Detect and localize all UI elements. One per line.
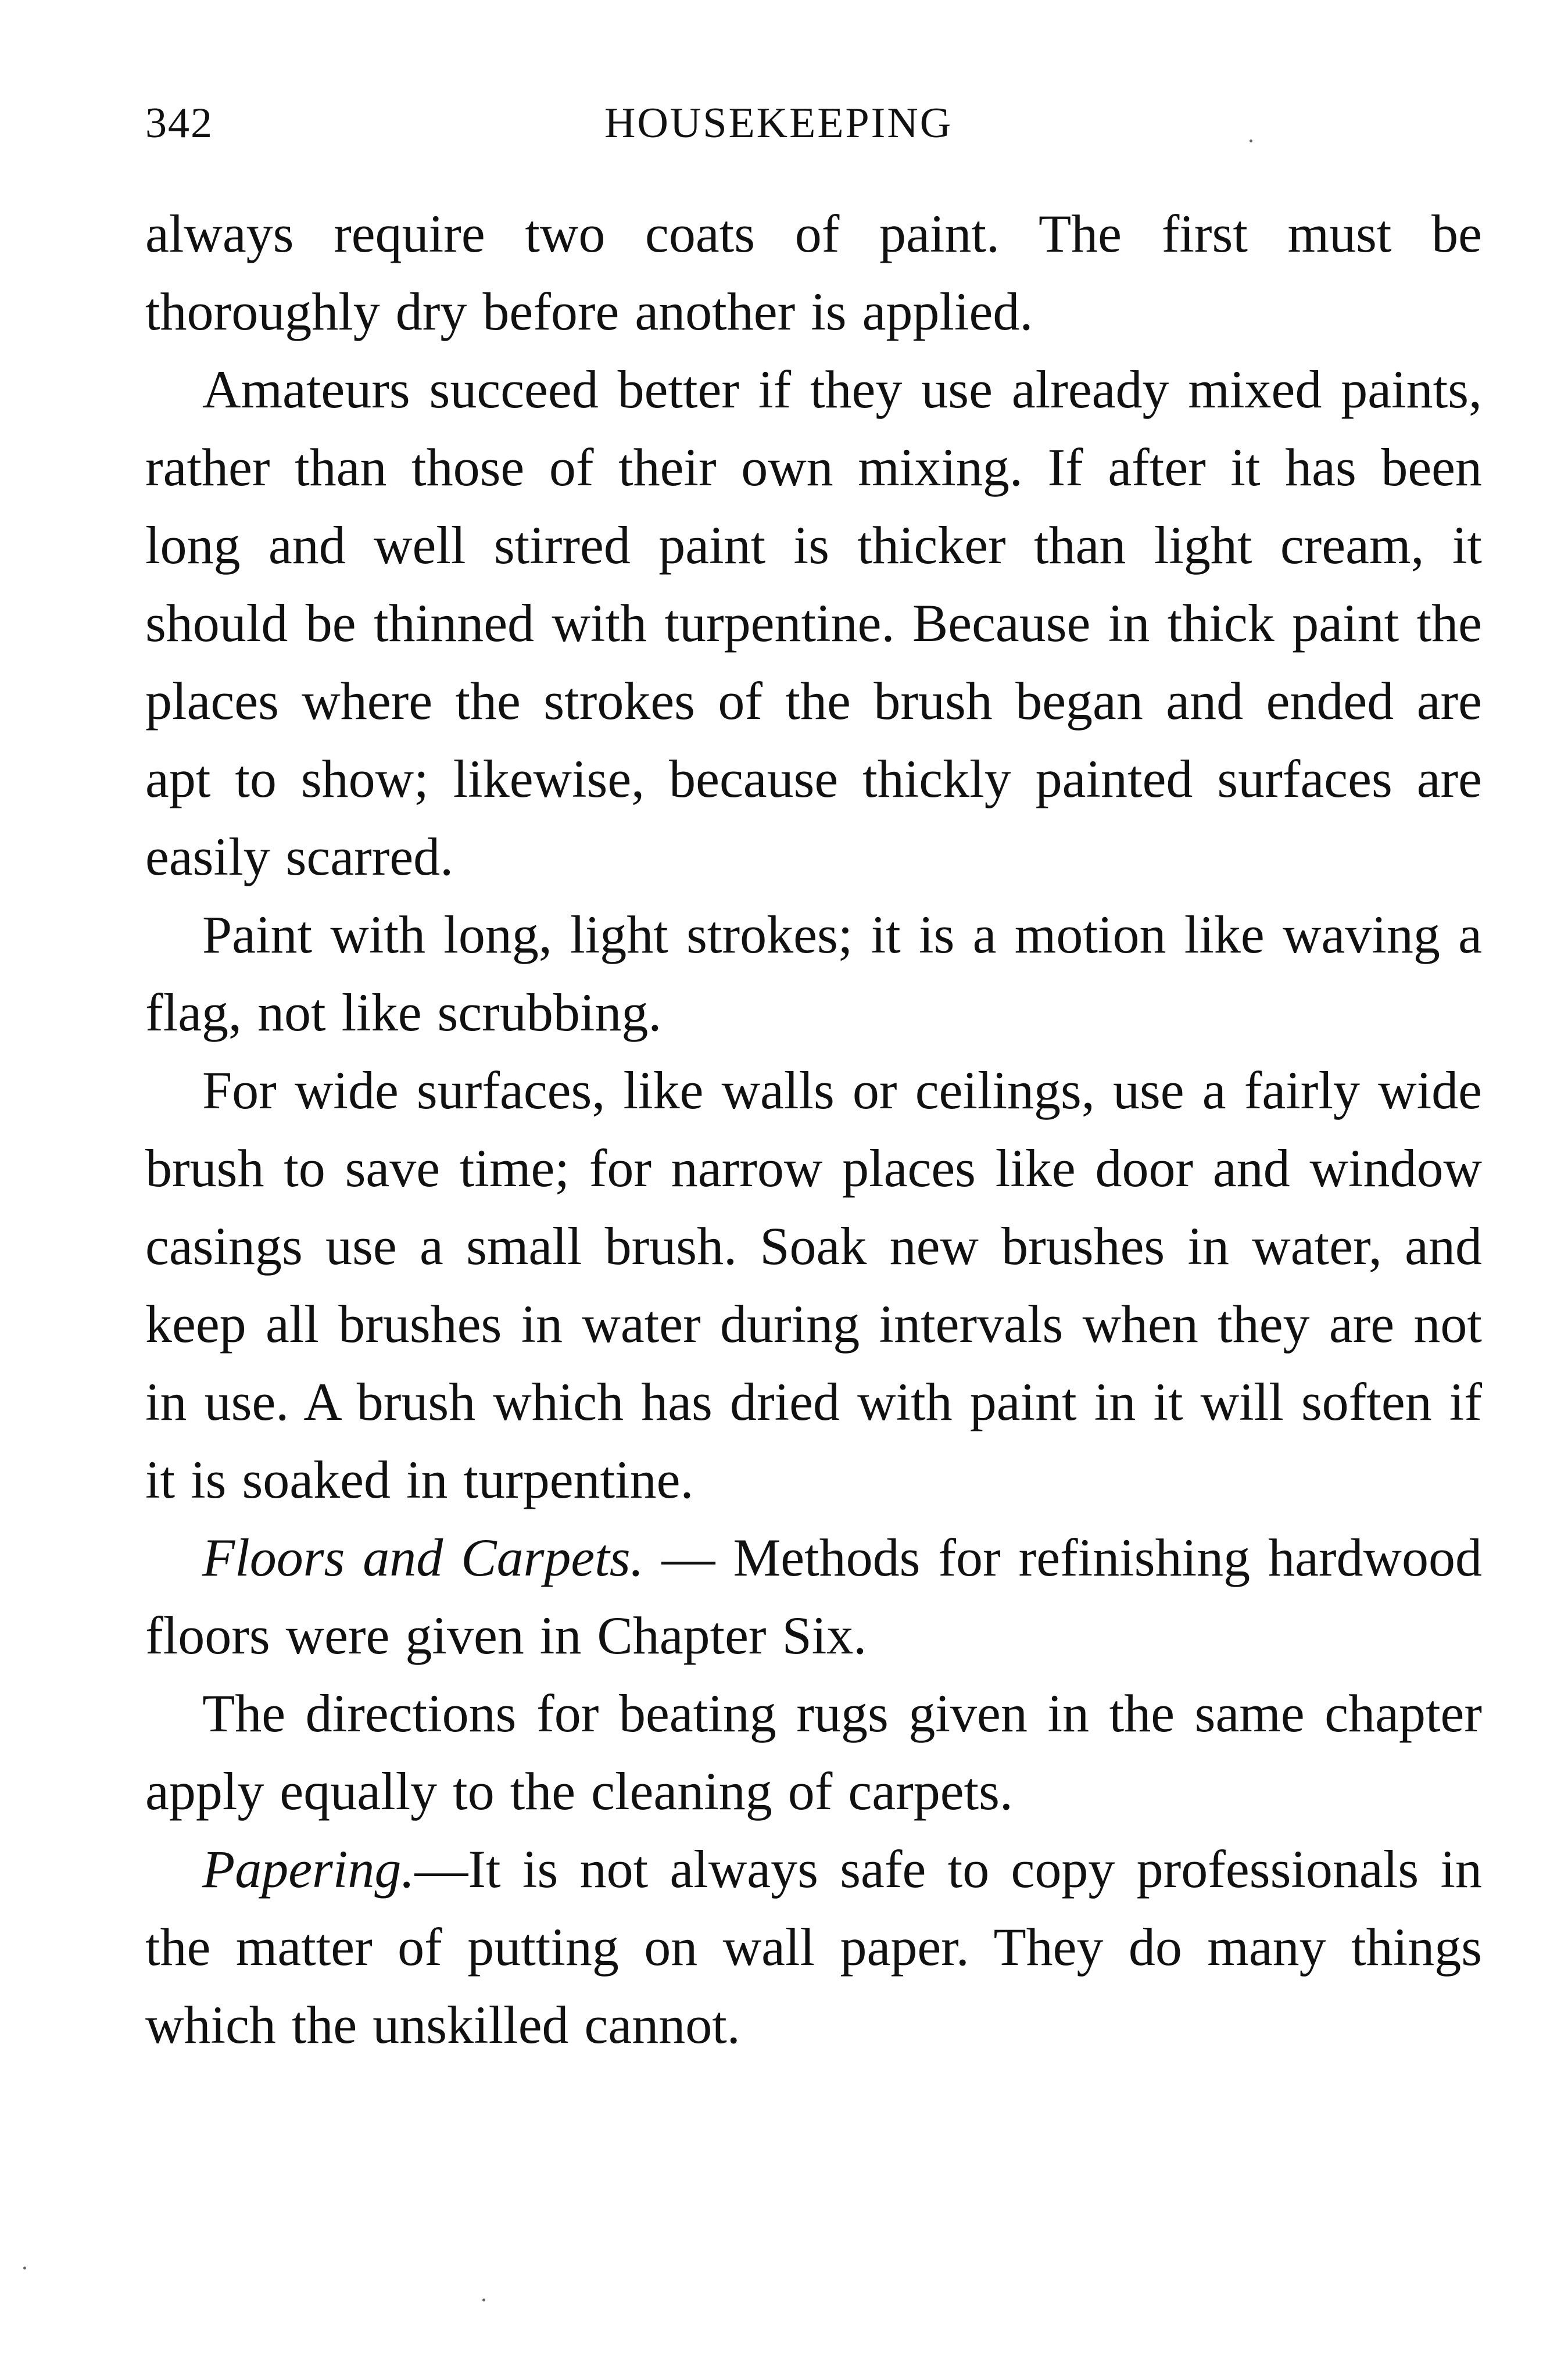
paragraph-text: — Methods for refinishing hardwood floors were given in Chapter Six. (145, 1528, 1483, 1665)
paragraph-mixed-paints (145, 350, 1482, 896)
paragraph-floors-carpets (145, 1519, 1482, 1674)
paragraph-beating-rugs (145, 1674, 1482, 1830)
paragraph-paint-coats (145, 195, 1482, 350)
paragraph-text: Amateurs succeed better if they use already mixed paints, rather than those of their own mixing. If after it has been long and well stirred paint is thicker than light cream, it should be thinned with turpentine. Because in thick paint the places where the strokes of the brush began and ended are apt to show; likewise, because thickly painted surfaces are easily scarred. (145, 360, 1482, 886)
section-heading-floors-carpets: Floors and Carpets. (202, 1528, 644, 1587)
running-title: HOUSEKEEPING (604, 99, 953, 147)
scan-speck (1250, 139, 1252, 142)
scan-speck (23, 2267, 26, 2269)
paragraph-text: always require two coats of paint. The first must be thoroughly dry before another is applied. (145, 204, 1482, 341)
paragraph-text: The directions for beating rugs given in the same chapter apply equally to the cleaning of carpets. (145, 1684, 1482, 1821)
page-number: 342 (145, 99, 213, 147)
paragraph-text: Paint with long, light strokes; it is a motion like waving a flag, not like scrubbing. (145, 905, 1482, 1042)
section-heading-papering: Papering. (202, 1839, 415, 1899)
scan-speck (482, 2299, 485, 2301)
paragraph-brushes (145, 1051, 1482, 1519)
body-text (145, 195, 1482, 2064)
running-head (145, 99, 1482, 151)
paragraph-papering (145, 1830, 1482, 2064)
paragraph-strokes (145, 896, 1482, 1051)
paragraph-text: For wide surfaces, like walls or ceilings, use a fairly wide brush to save time; for narrow places like door and window casings use a small brush. Soak new brushes in water, and keep all brushes in water during intervals when they are not in use. A brush which has dried with paint in it will soften if it is soaked in turpentine. (145, 1061, 1482, 1509)
paragraph-text: —It is not always safe to copy professionals in the matter of putting on wall paper. They do many things which the unskilled cannot. (145, 1839, 1482, 2054)
